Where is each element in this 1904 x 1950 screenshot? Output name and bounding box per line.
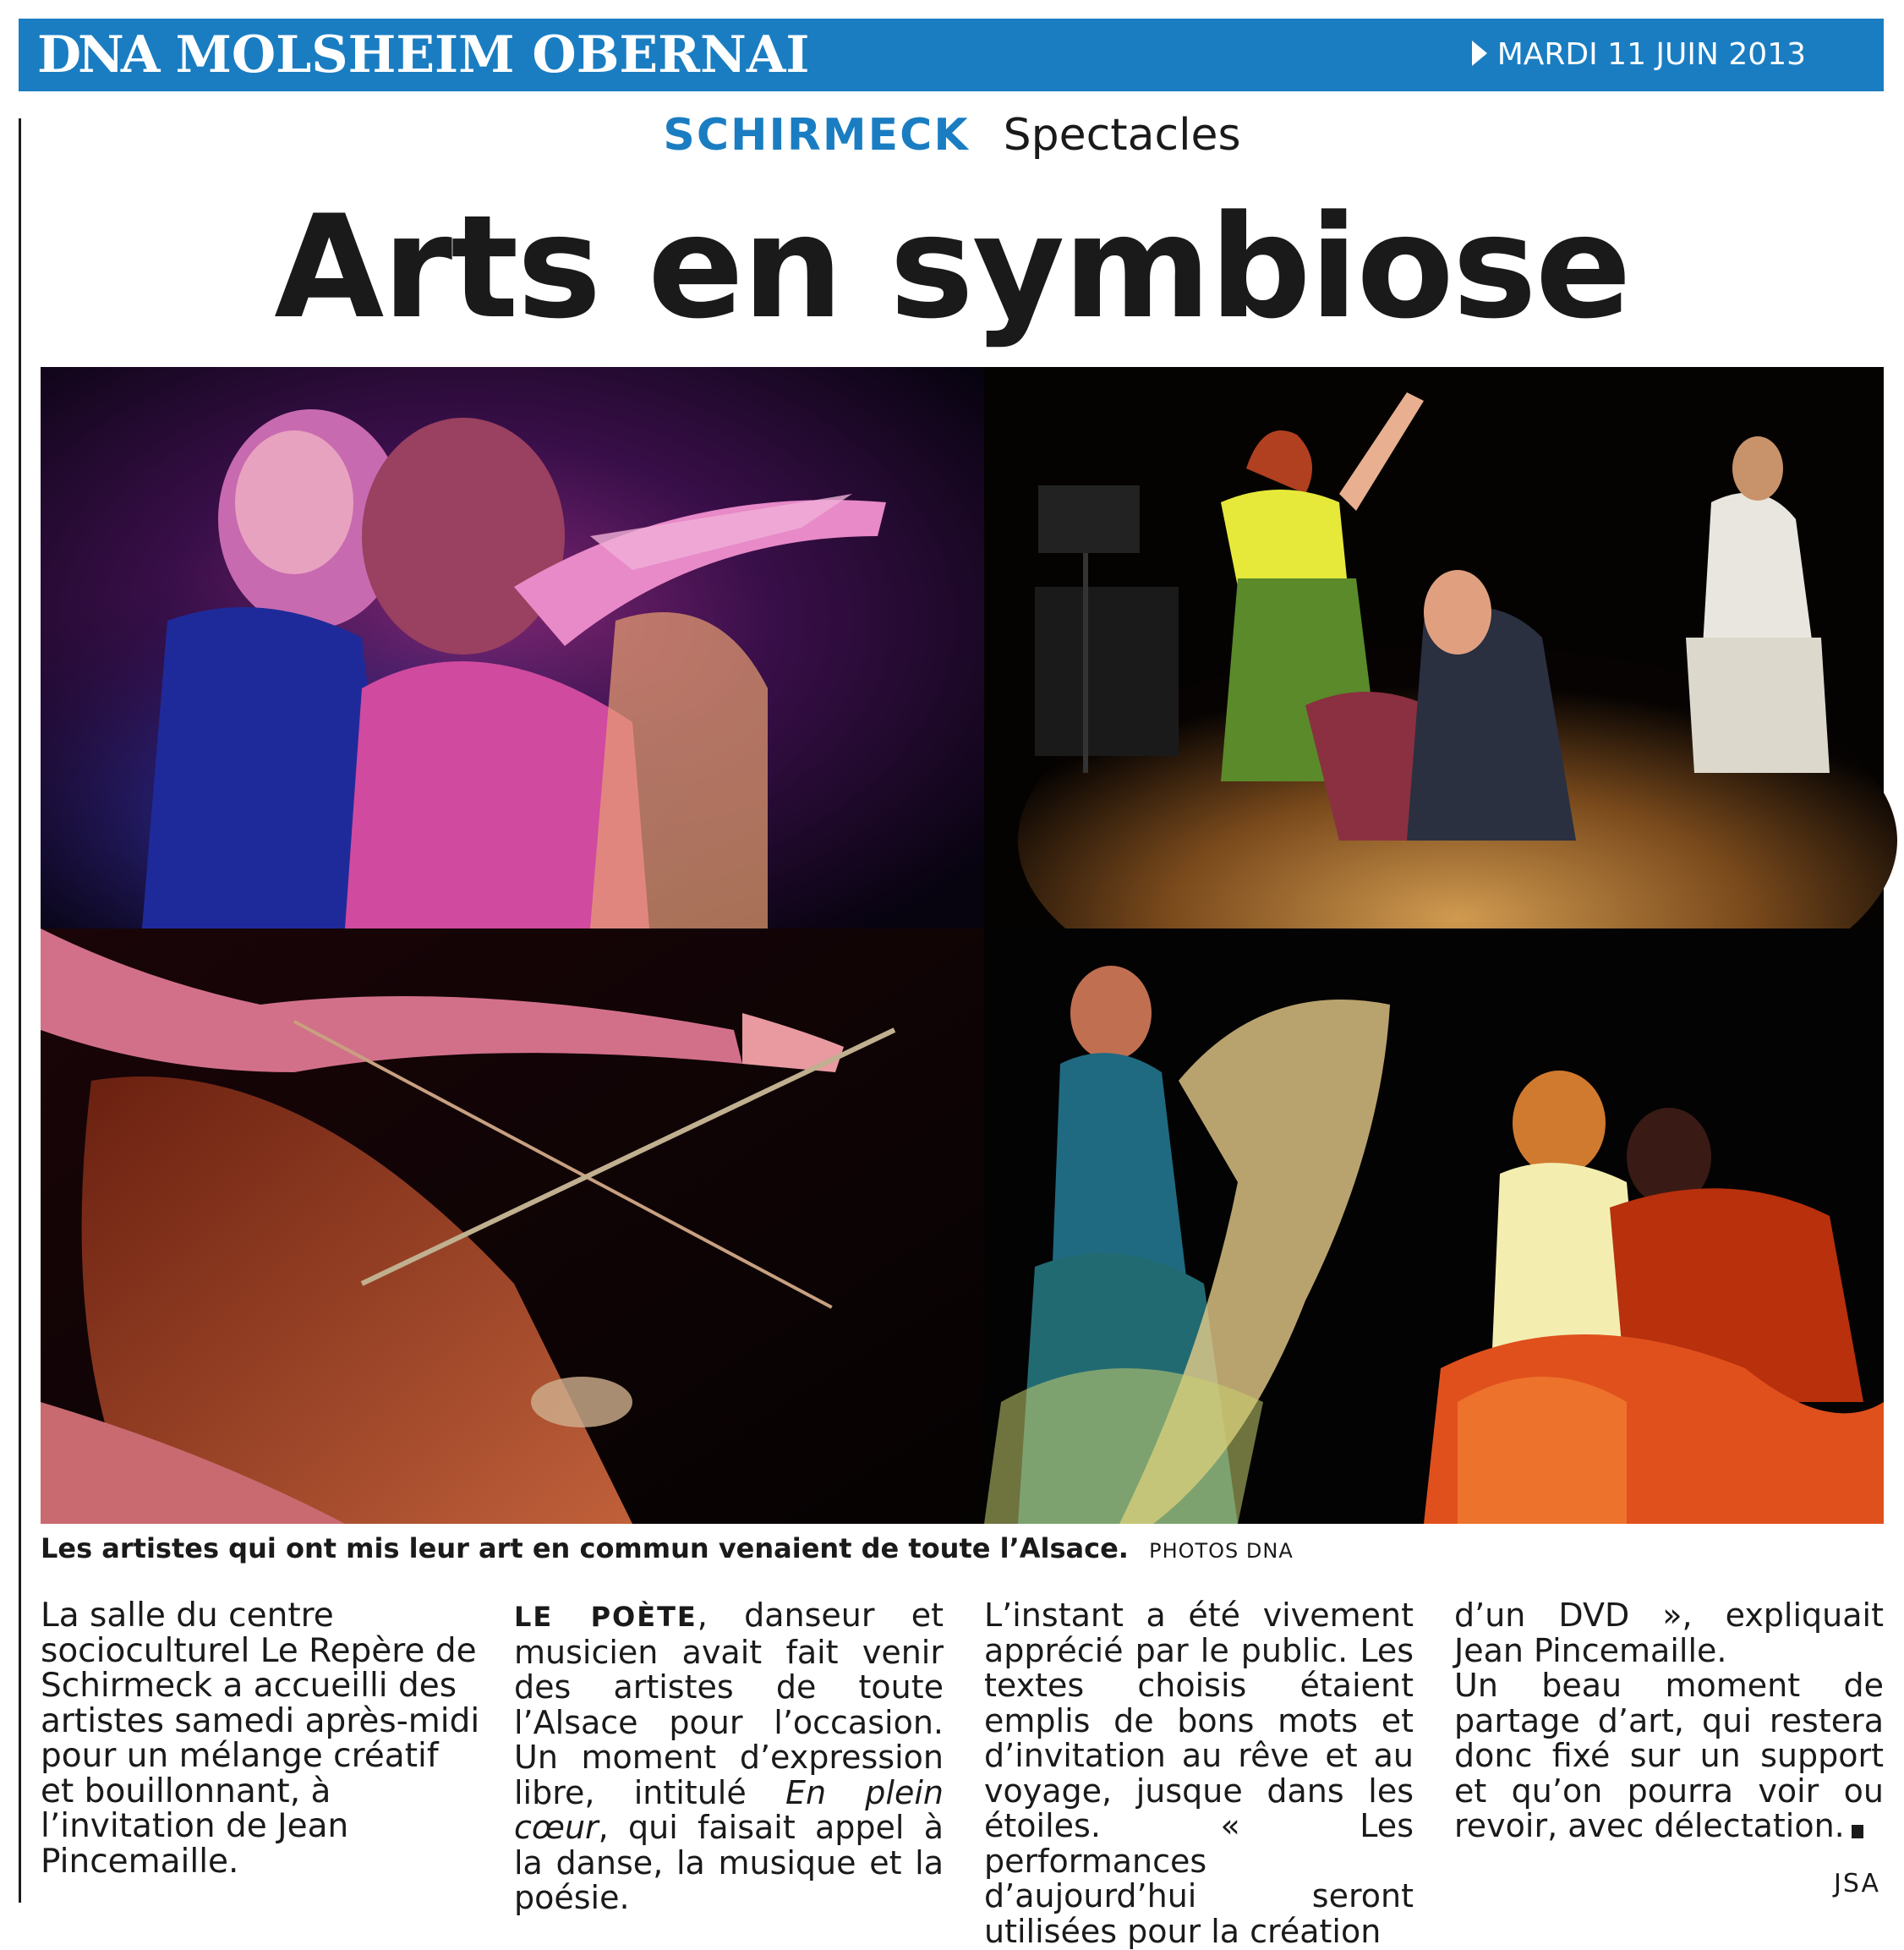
column-3-text: L’instant a été vivement apprécié par le public. Les textes choisis étaient emplis de bons mots et d’invitation au rêve et au voyage, jusque dans les étoiles. « Les performances d’aujourd’hui seront utilisées pour la création — [984, 1597, 1414, 1950]
column-4-text: Un beau moment de partage d’art, qui restera donc fixé sur un support et qu’on pourra voir ou revoir, avec délectation. — [1454, 1667, 1884, 1844]
photo-icon — [41, 928, 984, 1524]
article-kicker — [0, 110, 1904, 161]
photo-collage — [41, 367, 1884, 1524]
photo-icon — [984, 928, 1884, 1524]
photo-caption — [41, 1532, 1294, 1564]
caption-text: Les artistes qui ont mis leur art en commun venaient de toute l’Alsace. — [41, 1532, 1129, 1564]
column-rule — [19, 118, 21, 1903]
photo-dancers-pink-light — [41, 367, 984, 928]
lead-in: LE POÈTE — [514, 1601, 698, 1633]
photo-icon — [41, 367, 984, 928]
article-column-2 — [514, 1597, 944, 1916]
column-4-paragraph-1: d’un DVD », expliquait Jean Pincemaille. — [1454, 1597, 1884, 1669]
photo-icon — [984, 367, 1884, 928]
author-signature: JSA — [1834, 1869, 1880, 1898]
edition-name: MOLSHEIM OBERNAI — [175, 25, 810, 85]
article-column-4 — [1454, 1598, 1884, 1852]
article-column-1 — [41, 1598, 480, 1891]
photo-credit: PHOTOS DNA — [1149, 1539, 1294, 1563]
article-headline: Arts en symbiose — [274, 184, 1630, 350]
photo-singer-and-dancers — [984, 367, 1884, 928]
article-place: SCHIRMECK — [663, 110, 970, 161]
chevron-right-icon — [1472, 41, 1487, 66]
photo-dancers-with-veils — [984, 928, 1884, 1524]
end-mark-icon — [1852, 1825, 1863, 1838]
column-4-paragraph-2 — [1454, 1668, 1884, 1844]
article-column-3 — [984, 1597, 1414, 1950]
masthead-title — [37, 19, 809, 91]
column-2-text-a: , danseur et musicien avait fait venir des artistes de toute l’Alsace pour l’occasion. Un moment d’expression libre, intitulé — [514, 1597, 944, 1811]
photo-cellist — [41, 928, 984, 1524]
brand-logo: DNA — [37, 25, 157, 85]
show-title: En plein cœur — [514, 1773, 944, 1846]
masthead-bar — [19, 19, 1884, 91]
date-text: MARDI 11 JUIN 2013 — [1496, 37, 1806, 72]
issue-date — [1472, 19, 1806, 91]
article-rubric: Spectacles — [1003, 110, 1241, 161]
column-2-text-b: , qui faisait appel à la danse, la musique et la poésie. — [514, 1809, 944, 1916]
column-1-text: La salle du centre socioculturel Le Repère de Schirmeck a accueilli des artistes samedi après-midi pour un mélange créatif et bouillonnant, à l’invitation de Jean Pincemaille. — [41, 1597, 480, 1881]
